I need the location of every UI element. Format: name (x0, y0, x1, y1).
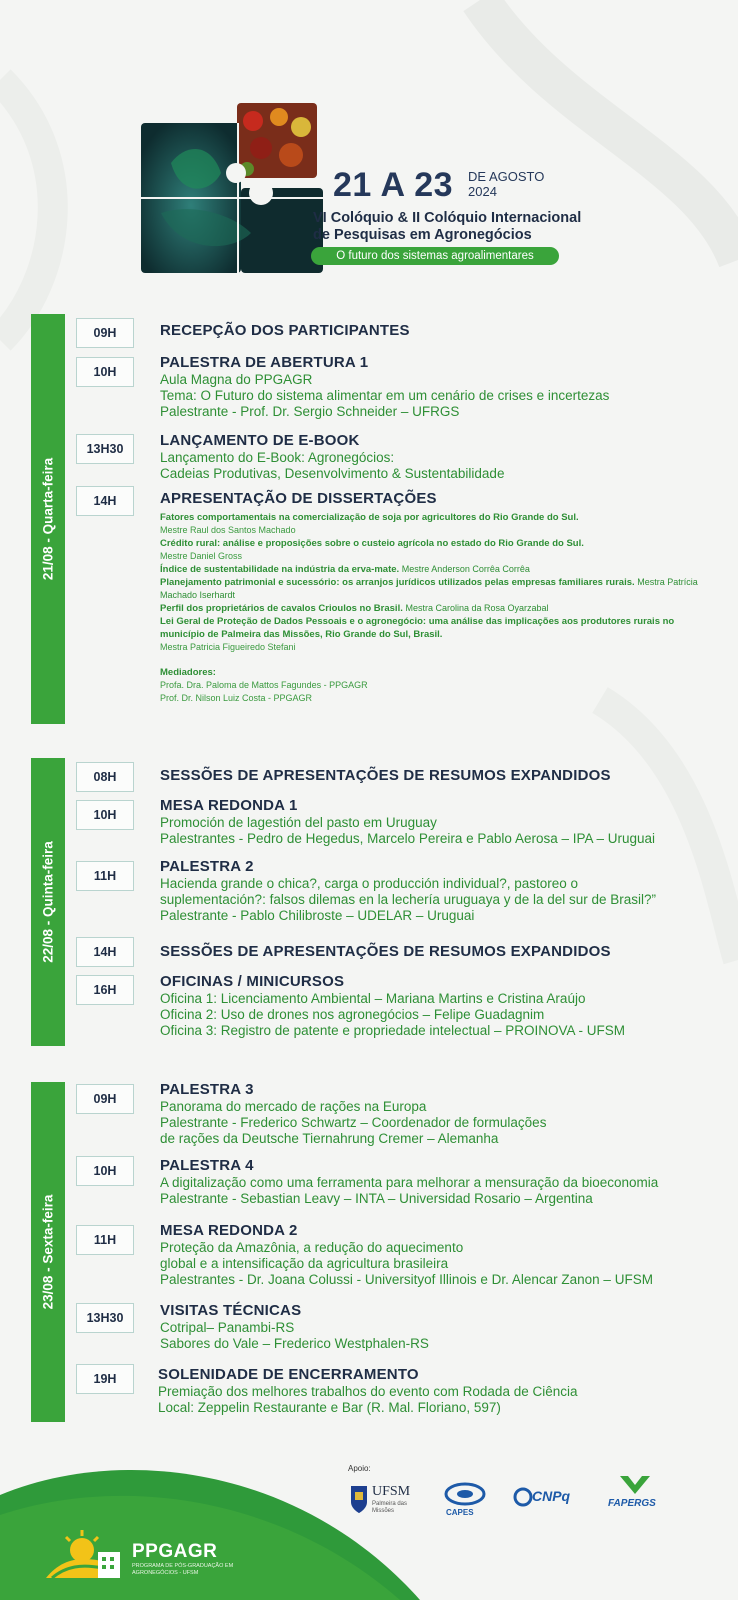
event-puzzle-logo (141, 103, 323, 273)
session-title: MESA REDONDA 1 (160, 797, 298, 814)
session-recepcao (160, 322, 720, 340)
day-label-3: 23/08 - Sexta-feira (40, 1194, 56, 1310)
session-line: Panorama do mercado de rações na Europa (160, 1099, 427, 1114)
session-title: RECEPÇÃO DOS PARTICIPANTES (160, 322, 410, 339)
session-line: Tema: O Futuro do sistema alimentar em um cenário de crises e incertezas (160, 388, 610, 403)
session-line: Oficina 3: Registro de patente e propriedade intelectual – PROINOVA - UFSM (160, 1023, 625, 1038)
session-resumos-1 (160, 767, 720, 785)
time-box: 10H (76, 800, 134, 830)
time-box: 10H (76, 1156, 134, 1186)
capes-logo-icon (443, 1482, 487, 1506)
session-line: Hacienda grande o chica?, carga o producción individual?, pastoreo o (160, 876, 579, 891)
session-title: VISITAS TÉCNICAS (160, 1302, 302, 1319)
session-title: SOLENIDADE DE ENCERRAMENTO (158, 1366, 419, 1383)
event-subtitle: O futuro dos sistemas agroalimentares (311, 247, 559, 265)
day-bar-3 (31, 1082, 65, 1422)
fapergs-name: FAPERGS (608, 1498, 656, 1509)
session-line: Local: Zeppelin Restaurante e Bar (R. Mal. Floriano, 597) (158, 1400, 501, 1415)
dissertation-entry (160, 563, 700, 576)
time-box: 19H (76, 1364, 134, 1394)
session-line: Cadeias Produtivas, Desenvolvimento & Sustentabilidade (160, 466, 505, 481)
mediators-label: Mediadores: (160, 667, 216, 678)
session-dissertacoes (160, 490, 700, 705)
session-palestra-abertura (160, 354, 720, 420)
session-line: Premiação dos melhores trabalhos do evento com Rodada de Ciência (158, 1384, 578, 1399)
session-lancamento-ebook (160, 432, 720, 482)
fapergs-logo-icon (620, 1476, 650, 1496)
session-visitas-tecnicas (160, 1302, 720, 1352)
event-year: 2024 (468, 184, 497, 199)
mediator: Profa. Dra. Paloma de Mattos Fagundes - PPGAGR (160, 680, 368, 690)
session-line: Palestrante - Frederico Schwartz – Coordenador de formulações (160, 1115, 547, 1130)
day-bar-2 (31, 758, 65, 1046)
cnpq-logo-icon (513, 1486, 533, 1508)
ufsm-crest-icon (350, 1484, 368, 1514)
day-bar-1 (31, 314, 65, 724)
time-box: 14H (76, 486, 134, 516)
dissertation-author: Mestre Anderson Corrêa Corrêa (401, 564, 530, 574)
session-palestra-3 (160, 1081, 720, 1147)
time-box: 10H (76, 357, 134, 387)
session-line: global e a intensificação da agricultura brasileira (160, 1256, 449, 1271)
sponsor-capes (443, 1480, 493, 1520)
session-line: Promoción de lagestión del pasto em Uruguay (160, 815, 437, 830)
time-box: 09H (76, 1084, 134, 1114)
event-month-year (468, 169, 544, 199)
session-line: Proteção da Amazônia, a redução do aquecimento (160, 1240, 464, 1255)
time-box: 11H (76, 861, 134, 891)
dissertation-title: Planejamento patrimonial e sucessório: os arranjos jurídicos utilizados pelas empresas familiares rurais. (160, 577, 635, 588)
event-month: DE AGOSTO (468, 169, 545, 184)
session-line: Oficina 1: Licenciamento Ambiental – Mariana Martins e Cristina Araújo (160, 991, 586, 1006)
time-box: 09H (76, 318, 134, 348)
session-line: Palestrante - Sebastian Leavy – INTA – Universidad Rosario – Argentina (160, 1191, 593, 1206)
cnpq-name: CNPq (532, 1488, 571, 1504)
session-title: OFICINAS / MINICURSOS (160, 973, 345, 990)
capes-name: CAPES (446, 1508, 474, 1517)
time-box: 13H30 (76, 434, 134, 464)
session-line: Cotripal– Panambi-RS (160, 1320, 295, 1335)
event-title-line2: de Pesquisas em Agronegócios (313, 227, 532, 243)
session-mesa-redonda-1 (160, 797, 720, 847)
dissertation-author: Mestra Carolina da Rosa Oyarzabal (405, 603, 549, 613)
dissertation-author: Mestra Patricia Figueiredo Stefani (160, 642, 296, 652)
day-label-2: 22/08 - Quinta-feira (40, 841, 56, 963)
mediator: Prof. Dr. Nilson Luiz Costa - PPGAGR (160, 693, 313, 703)
event-dates: 21 A 23 (333, 166, 454, 204)
sponsor-fapergs (606, 1480, 670, 1520)
session-title: PALESTRA 2 (160, 858, 254, 875)
event-title-line1: VI Colóquio & II Colóquio Internacional (313, 210, 582, 226)
dissertation-author: Mestre Raul dos Santos Machado (160, 525, 296, 535)
dissertation-title: Fatores comportamentais na comercialização de soja por agricultores do Rio Grande do Sul. (160, 512, 579, 523)
session-title: SESSÕES DE APRESENTAÇÕES DE RESUMOS EXPANDIDOS (160, 943, 611, 960)
ufsm-name: UFSM (372, 1484, 411, 1499)
session-title: PALESTRA 4 (160, 1157, 254, 1174)
dissertation-author: Mestre Daniel Gross (160, 551, 243, 561)
session-mesa-redonda-2 (160, 1222, 720, 1288)
dissertation-title: Perfil dos proprietários de cavalos Crioulos no Brasil. (160, 603, 403, 614)
ppgagr-logo-icon (42, 1528, 126, 1582)
dissertation-entry (160, 602, 700, 615)
session-line: Palestrante - Pablo Chilibroste – UDELAR – Uruguai (160, 908, 475, 923)
ufsm-campus: Palmeira das Missões (372, 1501, 408, 1514)
session-title: APRESENTAÇÃO DE DISSERTAÇÕES (160, 490, 437, 507)
day-label-1: 21/08 - Quarta-feira (40, 457, 56, 581)
session-title: MESA REDONDA 2 (160, 1222, 298, 1239)
session-line: Oficina 2: Uso de drones nos agronegócios – Felipe Guadagnim (160, 1007, 545, 1022)
session-resumos-2 (160, 943, 720, 961)
session-line: Palestrantes - Dr. Joana Colussi - Universityof Illinois e Dr. Alencar Zanon – UFSM (160, 1272, 653, 1287)
event-title (313, 210, 581, 244)
session-line: Lançamento do E-Book: Agronegócios: (160, 450, 395, 465)
session-encerramento (158, 1366, 718, 1416)
session-line: Palestrantes - Pedro de Hegedus, Marcelo Pereira e Pablo Aerosa – IPA – Uruguai (160, 831, 656, 846)
dissertation-author: Mestra Patrícia Machado Iserhardt (160, 577, 698, 600)
apoio-label: Apoio: (348, 1464, 371, 1473)
session-title: LANÇAMENTO DE E-BOOK (160, 432, 360, 449)
dissertation-entry (160, 576, 700, 602)
session-oficinas (160, 973, 720, 1039)
session-palestra-4 (160, 1157, 720, 1207)
time-box: 13H30 (76, 1303, 134, 1333)
ppgagr-brand-sub: PROGRAMA DE PÓS-GRADUAÇÃO EM AGRONEGÓCIOS - UFSM (132, 1563, 234, 1576)
ppgagr-brand: PPGAGR (132, 1541, 218, 1562)
time-box: 14H (76, 937, 134, 967)
time-box: 16H (76, 975, 134, 1005)
dissertation-title: Crédito rural: análise e proposições sobre o custeio agrícola no estado do Rio Grande do Sul. (160, 538, 584, 549)
dissertation-title: Índice de sustentabilidade na indústria da erva-mate. (160, 564, 400, 575)
session-title: PALESTRA DE ABERTURA 1 (160, 354, 369, 371)
time-box: 11H (76, 1225, 134, 1255)
session-line: de rações da Deutsche Tiernahrung Cremer – Alemanha (160, 1131, 499, 1146)
session-title: PALESTRA 3 (160, 1081, 254, 1098)
session-line: A digitalização como uma ferramenta para melhorar a mensuração da bioeconomia (160, 1175, 659, 1190)
time-box: 08H (76, 762, 134, 792)
dissertation-title: Lei Geral de Proteção de Dados Pessoais e o agronegócio: uma análise das implicações aos produtores rurais no município de Palmeira das Missões, Rio Grande do Sul, Brasil. (160, 616, 675, 640)
session-line: Sabores do Vale – Frederico Westphalen-RS (160, 1336, 429, 1351)
sponsor-cnpq (513, 1480, 583, 1520)
session-palestra-2 (160, 858, 720, 924)
session-line: suplementación?: falsos dilemas en la lechería uruguaya y de la del sur de Brasil?” (160, 892, 657, 907)
session-line: Aula Magna do PPGAGR (160, 372, 313, 387)
session-line: Palestrante - Prof. Dr. Sergio Schneider – UFRGS (160, 404, 460, 419)
sponsor-ufsm (350, 1480, 420, 1520)
session-title: SESSÕES DE APRESENTAÇÕES DE RESUMOS EXPANDIDOS (160, 767, 611, 784)
